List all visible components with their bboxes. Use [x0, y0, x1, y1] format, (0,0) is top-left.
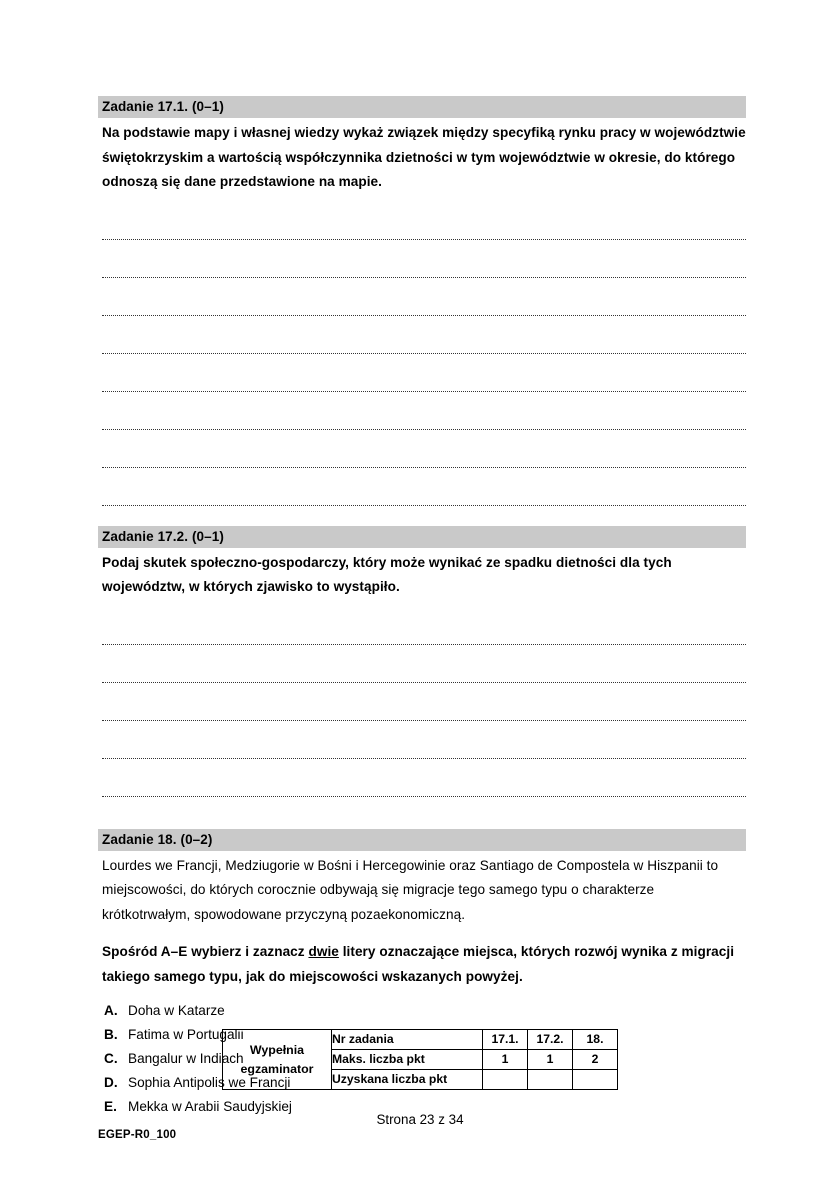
spacer [98, 927, 746, 937]
task-number-17-1: 17.1. [483, 1030, 528, 1050]
answer-line[interactable] [102, 402, 746, 440]
task-header-18: Zadanie 18. (0–2) [98, 829, 746, 851]
answer-line[interactable] [102, 326, 746, 364]
page-number-footer: Strona 23 z 34 [376, 1112, 464, 1127]
examiner-score-table-wrapper [222, 1029, 618, 1090]
option-letter: B. [104, 1027, 118, 1042]
examiner-label-cell [223, 1030, 332, 1090]
answer-line[interactable] [102, 250, 746, 288]
option-label: Sophia Antipolis we Francji [128, 1075, 291, 1090]
spacer [98, 195, 746, 212]
task-number-17-2: 17.2. [528, 1030, 573, 1050]
obtained-points-17-1[interactable] [483, 1070, 528, 1090]
spacer [98, 600, 746, 617]
answer-line[interactable] [102, 731, 746, 769]
max-points-17-1: 1 [483, 1050, 528, 1070]
answer-line[interactable] [102, 364, 746, 402]
option-letter: A. [104, 1003, 118, 1018]
table-row [223, 1030, 618, 1050]
task-header-17-2: Zadanie 17.2. (0–1) [98, 526, 746, 548]
answer-line[interactable] [102, 655, 746, 693]
answer-line[interactable] [102, 212, 746, 250]
spacer [98, 516, 746, 526]
answer-lines-17-1 [98, 212, 746, 516]
max-points-18: 2 [573, 1050, 618, 1070]
task-instruction-18 [98, 940, 746, 989]
task-body-17-1: Na podstawie mapy i własnej wiedzy wykaż związek między specyfiką rynku pracy w województwie świętokrzyskim a wartością współczynnika dzietności w tym województwie w okresie, do którego odnoszą się dane przedstawione na mapie. [102, 125, 746, 189]
task-number-18: 18. [573, 1030, 618, 1050]
row-label-task-number: Nr zadania [332, 1030, 483, 1050]
task-body-17-2: Podaj skutek społeczno-gospodarczy, który może wynikać ze spadku dietności dla tych województw, w których zjawisko to wystąpiło. [102, 554, 672, 594]
option-letter: E. [104, 1099, 117, 1114]
option-label: Doha w Katarze [128, 1003, 225, 1018]
examiner-label-line2: egzaminator [240, 1061, 314, 1076]
spacer [98, 807, 746, 829]
examiner-label-line1: Wypełnia [249, 1042, 305, 1057]
max-points-17-2: 1 [528, 1050, 573, 1070]
option-label: Bangalur w Indiach [128, 1051, 244, 1066]
answer-line[interactable] [102, 617, 746, 655]
obtained-points-18[interactable] [573, 1070, 618, 1090]
instruction-text-part2: litery oznaczające miejsca, których rozwój wynika z migracji takiego samego typu, jak do miejscowości wskazanych powyżej. [102, 944, 735, 984]
answer-line[interactable] [102, 769, 746, 807]
page-content [98, 96, 746, 1123]
task-header-17-1: Zadanie 17.1. (0–1) [98, 96, 746, 118]
answer-line[interactable] [102, 288, 746, 326]
answer-line[interactable] [102, 440, 746, 478]
instruction-text-part1: Spośród A–E wybierz i zaznacz [102, 944, 309, 959]
instruction-emphasis: dwie [308, 944, 339, 959]
answer-line[interactable] [102, 478, 746, 516]
row-label-max-points: Maks. liczba pkt [332, 1050, 483, 1070]
option-letter: D. [104, 1075, 118, 1090]
option-letter: C. [104, 1051, 118, 1066]
examiner-score-table [222, 1029, 618, 1090]
row-label-obtained-points: Uzyskana liczba pkt [332, 1070, 483, 1090]
obtained-points-17-2[interactable] [528, 1070, 573, 1090]
answer-line[interactable] [102, 693, 746, 731]
task-intro-18: Lourdes we Francji, Medziugorie w Bośni i Hercegowinie oraz Santiago de Compostela w Hiszpanii to miejscowości, do których corocznie odbywają się migracje tego samego typu o charakterze krótkotrwałym, spowodowane przyczyną pozaekonomiczną. [102, 857, 719, 922]
option-a[interactable] [104, 1003, 746, 1027]
exam-code-footer: EGEP-R0_100 [98, 1129, 177, 1141]
answer-lines-17-2 [98, 617, 746, 807]
option-label: Fatima w Portugalii [128, 1027, 244, 1042]
option-label: Mekka w Arabii Saudyjskiej [128, 1099, 292, 1114]
